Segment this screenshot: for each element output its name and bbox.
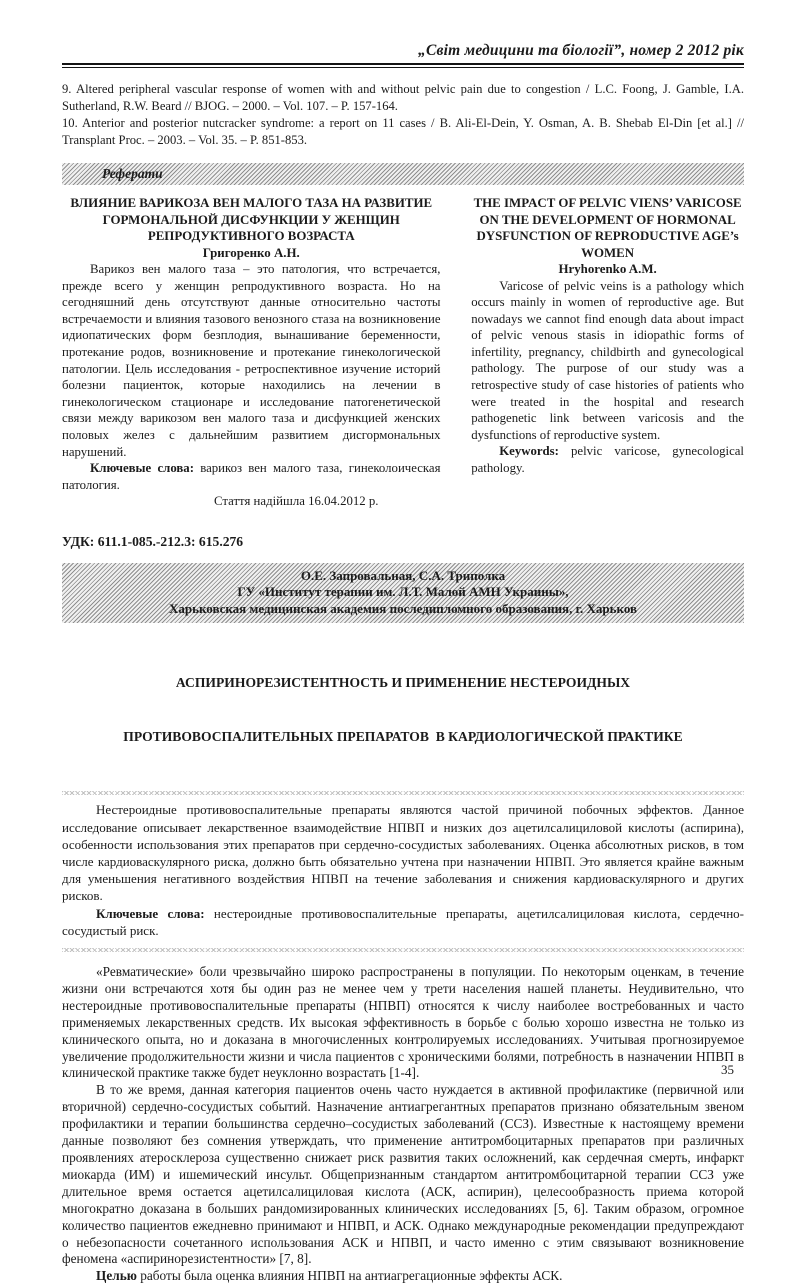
keywords-label: Ключевые слова: [90, 461, 194, 476]
article-title-line: АСПИРИНОРЕЗИСТЕНТНОСТЬ И ПРИМЕНЕНИЕ НЕСТЕРОИДНЫХ [175, 675, 631, 691]
article-abstract-body: Нестероидные противовоспалительные препараты являются частой причиной побочных эффектов. Данное исследование описывает лекарственное взаимодействие НПВП и низких доз ацетилсалициловой кислоты (аспирина), особенности использования этих препаратов при сердечно-сосудистых заболеваниях. Оценка абсолютных рисков, в том числе кардиоваскулярного риска, должно быть обязательно учтена при назначении НПВП. Это является крайне важным для уменьшения негативного воздействия НПВП на течение заболевания и снижения кардиоваскулярного и других рисков. [62, 802, 744, 904]
authors-band [62, 563, 744, 624]
abstract-ru-column [62, 195, 441, 510]
abstract-en-body: Varicose of pelvic veins is a pathology which occurs mainly in women of reproductive age. But nowadays we cannot find enough data about impact of pelvic venous stasis in idiopathic forms of infertility, pregnancy, childbirth and gynecological pathology. The purpose of our study was a retrospective study of case histories of patients who were treated in the hospital and research pathogenetic link between varicosis and the dysfunctions of reproductive system. [471, 278, 744, 442]
page-number: 35 [721, 1062, 734, 1077]
keywords-text: нестероидные противовоспалительные препараты, ацетилсалициловая кислота, сердечно-сосудистый риск. [62, 905, 745, 938]
udc-line: УДК: 611.1-085.-212.3: 615.276 [62, 533, 244, 549]
section-band-referaty [62, 163, 744, 185]
abstract-en-keywords [471, 443, 744, 476]
keywords-label: Keywords: [499, 444, 559, 459]
article-abstract [62, 801, 744, 939]
authors-band-line: ГУ «Институт терапии им. Л.Т. Малой АМН Украины», [237, 584, 569, 600]
abstract-ru-title: ВЛИЯНИЕ ВАРИКОЗА ВЕН МАЛОГО ТАЗА НА РАЗВИТИЕ ГОРМОНАЛЬНОЙ ДИСФУНКЦИИ У ЖЕНЩИН РЕПРОДУКТИВНОГО ВОЗРАСТА [70, 196, 433, 243]
received-date: Стаття надійшла 16.04.2012 р. [213, 494, 379, 509]
abstract-en-column [471, 195, 744, 510]
reference-list [62, 81, 744, 149]
keywords-label: Ключевые слова: [96, 905, 205, 921]
header-rule [62, 63, 744, 68]
keywords-text: варикоз вен малого таза, гинеколоическая патология. [62, 461, 441, 492]
keywords-text: pelvic varicose, gynecological pathology. [471, 444, 744, 476]
aim-text: работы была оценка влияния НПВП на антиагрегационные эффекты АСК. [136, 1268, 563, 1284]
aim-label: Целью [96, 1268, 137, 1284]
authors-band-line: О.Е. Запровальная, С.А. Триполка [300, 567, 506, 583]
section-band-label: Реферати [102, 166, 163, 181]
reference-item: 10. Anterior and posterior nutcracker syndrome: a report on 11 cases / B. Ali-El-Dein, Y. Osman, A. B. Shebab El-Din [et al.] // Transplant Proc. – 2003. – Vol. 35. – P. 851-853. [62, 116, 744, 147]
article-abstract-keywords [62, 905, 744, 939]
abstract-en-title: THE IMPACT OF PELVIC VIENS’ VARICOSE ON THE DEVELOPMENT OF HORMONAL DYSFUNCTION OF REPRODUCTIVE AGE’s WOMEN [473, 196, 742, 260]
abstract-ru-body: Варикоз вен малого таза – это патология, что встречается, прежде всего у женщин репродуктивного возраста. Но на сегодняшний день отсутствуют данные относительно частоты встречаемости и влияния тазового венозного стаза на возникновение идиопатических форм безплодия, вынашивание беременности, протекание родов, возникновение и протекание гинекологической патологии. Цель исследования - ретроспективное изучение историй болезни пациенток, которые находились на лечении в гинекологическом стационаре и исследование патогенетической связи между варикозом вен малого таза и дисфункцией женских половых желез с дальнейшим развитием дисгормональных нарушений. [62, 262, 441, 459]
body-paragraph: «Ревматические» боли чрезвычайно широко распространены в популяции. По некоторым оценкам, в течение жизни они встречаются хотя бы один раз не менее чем у трети населения нашей планеты. Неудивительно, что нестероидные противовоспалительные препараты (НПВП) относятся к числу наиболее востребованных и часто применяемых лекарственных средств. Их высокая эффективность в борьбе с болью хорошо известна не только из клинического опыта, но и доказана в многочисленных контролируемых исследованиях. Учитывая прогнозируемое увеличение продолжительности жизни и числа пациентов с хроническими болями, потребность в назначении НПВП в клинической практике также будет неуклонно возрастать [1-4]. [62, 964, 744, 1081]
article-body [62, 964, 744, 1285]
aim-paragraph [62, 1268, 744, 1285]
abstract-en-author: Hryhorenko A.M. [558, 262, 657, 276]
journal-header: „Світ медицини та біології”, номер 2 2012 рік [418, 42, 744, 59]
abstract-ru-keywords [62, 460, 441, 493]
article-title-line: ПРОТИВОВОСПАЛИТЕЛЬНЫХ ПРЕПАРАТОВ В КАРДИОЛОГИЧЕСКОЙ ПРАКТИКЕ [123, 729, 683, 745]
zigzag-separator-bottom [62, 948, 744, 952]
reference-item: 9. Altered peripheral vascular response of women with and without pelvic pain due to congestion / L.C. Foong, J. Gamble, I.A. Sutherland, R.W. Beard // BJOG. – 2000. – Vol. 107. – P. 157-164. [62, 82, 744, 113]
abstract-ru-author: Григоренко А.Н. [202, 245, 300, 260]
abstracts-two-column [62, 195, 744, 510]
body-paragraph: В то же время, данная категория пациентов очень часто нуждается в активной профилактике (первичной или вторичной) сердечно-сосудистых событий. Назначение антиагрегантных препаратов признано обязательным звеном профилактики и терапии большинства сердечно–сосудистых заболеваний (ССЗ). Известные к настоящему времени данные позволяют без сомнения утверждать, что применение антитромбоцитарных препаратов при различных проявлениях атеросклероза существенно снижает риск развития таких осложнений, как сердечная смерть, инфаркт миокарда (ИМ) и ишемический инсульт. Общепризнанным стандартом антитромбоцитарной терапии ССЗ уже длительное время остается ацетилсалициловая кислота (АСК, аспирин), целесообразность приема которой многократно доказана в больших рандомизированных клинических исследованиях [5, 6]. Таким образом, огромное количество пациентов ежедневно принимают и НПВП, и АСК. Однако международные рекомендации предупреждают о небезопасности сочетанного использования АСК и НПВП, и часто именно с этим связывают возникновение феномена «аспиринорезистентности» [7, 8]. [62, 1082, 744, 1267]
zigzag-separator-top [62, 791, 744, 795]
authors-band-line: Харьковская медицинская академия последипломного образования, г. Харьков [168, 600, 638, 616]
article-title [62, 638, 744, 782]
